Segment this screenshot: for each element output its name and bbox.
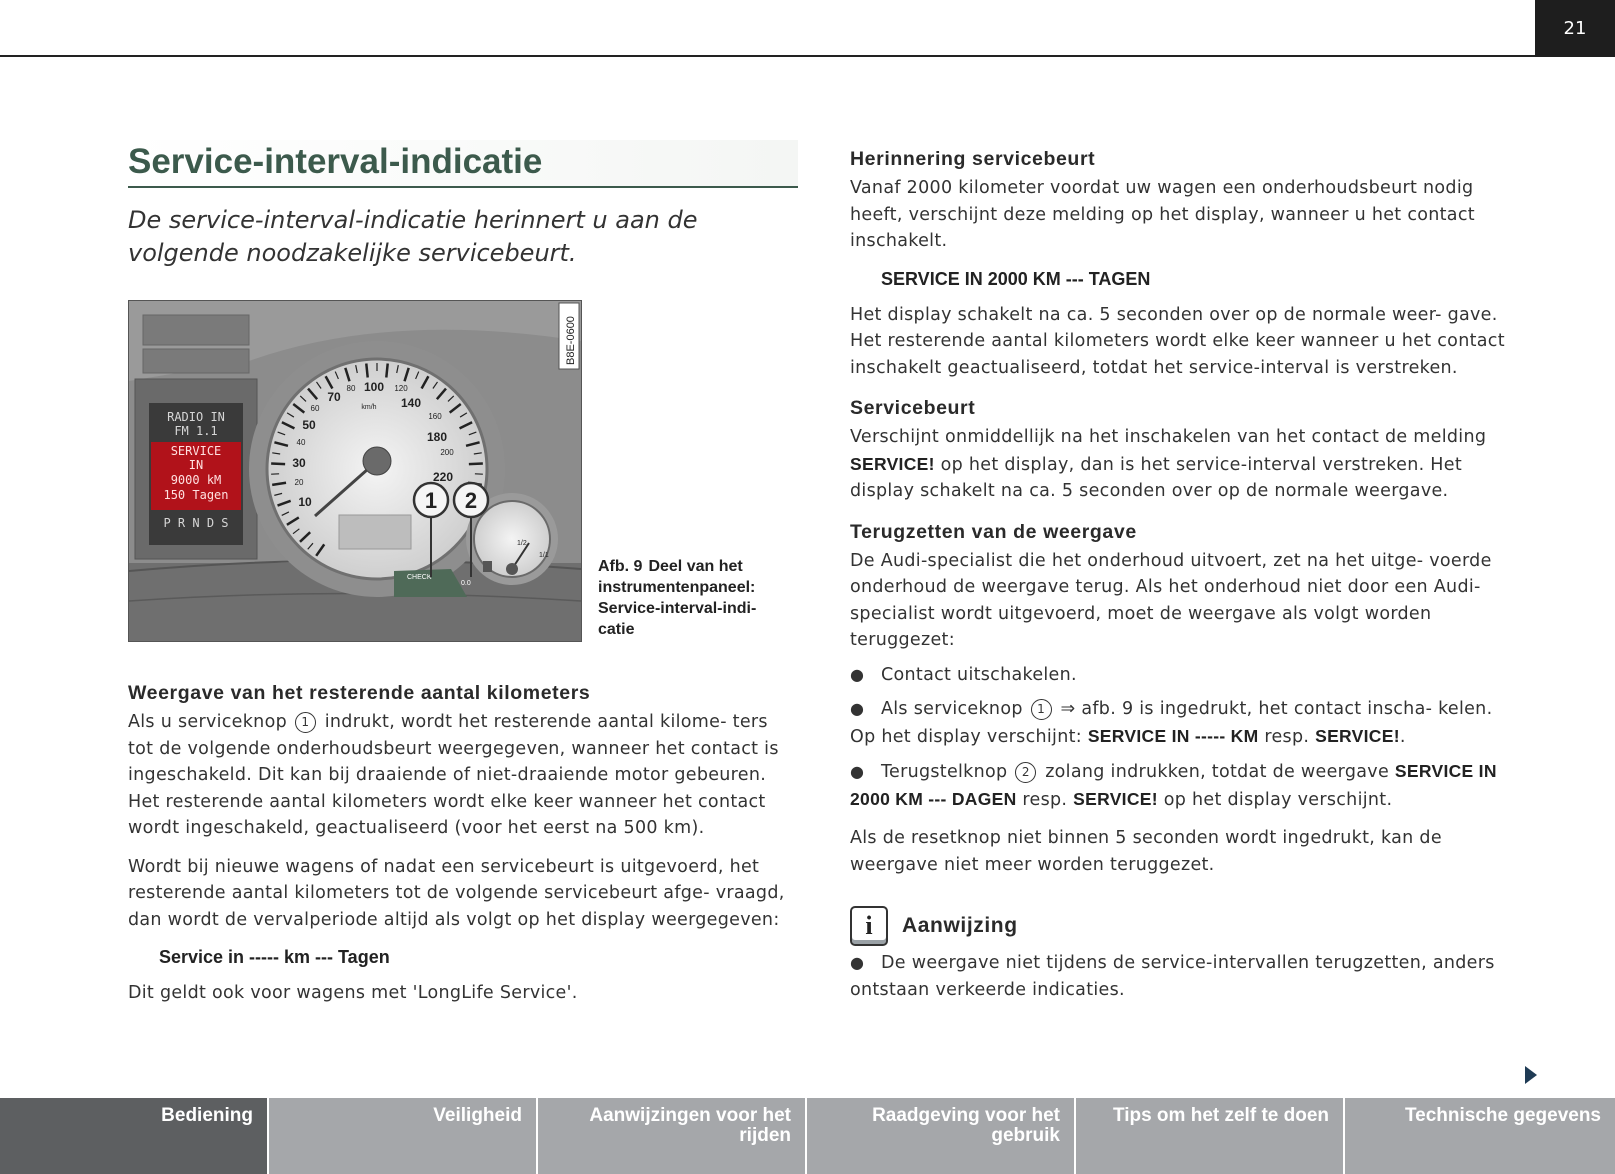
note-heading: Aanwijzing [902, 914, 1018, 937]
tab-label: Bediening [161, 1105, 253, 1126]
reset-label: 0.0 [461, 580, 471, 587]
check-label: CHECK [407, 574, 432, 581]
speedo-label: 140 [400, 396, 422, 410]
fuel-pump-icon [483, 561, 492, 572]
section-heading-service: Servicebeurt [850, 397, 976, 419]
speedo-label: 50 [302, 418, 316, 432]
speedo-hub [363, 447, 391, 475]
paragraph-service [850, 424, 1520, 505]
section-remaining-km [128, 682, 798, 1007]
fuel-hub [506, 563, 518, 575]
speedo-label: 200 [440, 448, 454, 457]
tab-aanwijzingen[interactable] [538, 1098, 807, 1174]
radio-line-2: FM 1.1 [174, 424, 218, 438]
speedo-label: 40 [296, 438, 306, 447]
text-fragment: resp. [1264, 726, 1310, 747]
tab-veiligheid[interactable] [269, 1098, 538, 1174]
info-icon: i [850, 906, 888, 946]
tab-label: Veiligheid [433, 1105, 522, 1126]
tab-label: Raadgeving voor het gebruik [872, 1105, 1060, 1146]
display-keyword: SERVICE! [1073, 788, 1158, 809]
display-example-service-2000: SERVICE IN 2000 KM --- TAGEN [881, 268, 1151, 289]
paragraph-reset-timeout: Als de resetknop niet binnen 5 seconden wordt ingedrukt, kan de weergave niet meer worden teruggezet. [850, 828, 1442, 875]
fuel-full-label: 1/1 [539, 552, 549, 559]
reset-steps-list [850, 662, 1520, 814]
text-fragment: Als serviceknop [881, 699, 1023, 719]
speedo-tick [386, 364, 387, 378]
speedo-label: 70 [327, 390, 341, 404]
display-keyword: SERVICE! [1315, 725, 1400, 746]
text-fragment: op het display, dan is het service-interval verstreken. Het display schakelt na ca. 5 seconden over op de normale weergave. [850, 454, 1462, 501]
instrument-panel-figure [128, 300, 582, 642]
speedo-label: 180 [426, 430, 448, 444]
section-heading-remaining-km: Weergave van het resterende aantal kilometers [128, 682, 591, 704]
page-number [1535, 0, 1615, 57]
next-page-arrow-icon[interactable] [1525, 1066, 1537, 1084]
tab-tips[interactable] [1076, 1098, 1345, 1174]
speedo-label: 100 [363, 380, 385, 394]
gear-indicator: P R N D S [163, 516, 229, 530]
text-fragment: Verschijnt onmiddellijk na het inschakelen van het contact de melding [850, 427, 1487, 447]
display-example-service-in: Service in ----- km --- Tagen [159, 947, 390, 967]
speedo-tick [271, 463, 285, 464]
text-fragment: zolang indrukken, totdat de weergave [1045, 762, 1390, 782]
list-item: ● De weergave niet tijdens de service-intervallen terugzetten, anders ontstaan verkeerde indicaties. [850, 953, 1495, 1000]
section-heading-reset: Terugzetten van de weergave [850, 520, 1137, 543]
figure-reference-link[interactable]: ⇒ afb. 9 [1060, 699, 1134, 719]
display-keyword: SERVICE IN ----- KM [1087, 725, 1259, 746]
paragraph-reset: De Audi-specialist die het onderhoud uitvoert, zet na het uitge- voerde onderhoud de weergave terug. Als het onderhoud niet door een Audi-specialist wordt uitgevoerd, moet de weergave als volgt worden teruggezet: [850, 550, 1492, 650]
text-fragment: is ingedrukt, het contact inscha- kelen. Op het display verschijnt: [850, 699, 1493, 747]
text-fragment: Als u serviceknop [128, 712, 287, 732]
footer-nav [0, 1098, 1615, 1174]
tab-bediening[interactable] [0, 1098, 269, 1174]
tab-label: Technische gegevens [1404, 1105, 1601, 1126]
radio-line-1: RADIO IN [167, 410, 225, 424]
instrument-panel-illustration [129, 301, 581, 641]
ref-button-2: 2 [1015, 762, 1036, 783]
paragraph-new-cars: Wordt bij nieuwe wagens of nadat een servicebeurt is uitgevoerd, het resterende aantal kilometers tot de volgende servicebeurt afge- vraagd, dan wordt de vervalperiode altijd als volgt op het display weergegeven: [128, 856, 785, 930]
section-heading-reminder: Herinnering servicebeurt [850, 148, 1096, 170]
fuel-half-label: 1/2 [517, 540, 527, 547]
right-column [850, 148, 1520, 1003]
caption-label: Afb. 9 [598, 558, 643, 575]
speedo-lcd [339, 515, 411, 549]
service-keyword: SERVICE! [850, 453, 935, 474]
ref-button-1: 1 [1031, 699, 1052, 720]
callout-1-label: 1 [424, 488, 438, 513]
page-number-text: 21 [1563, 18, 1587, 39]
note-header [850, 906, 1520, 946]
speedo-tick [469, 463, 483, 464]
speedo-label: 10 [298, 495, 312, 509]
text-fragment: resp. [1022, 789, 1068, 810]
ref-button-1: 1 [295, 712, 316, 733]
text-fragment: Contact uitschakelen. [881, 664, 1077, 685]
figure-code: B8E-0600 [565, 316, 577, 365]
service-line-2: IN [188, 458, 204, 472]
callout-2-label: 2 [464, 488, 478, 513]
speedo-label: 60 [310, 404, 320, 413]
figure-caption [598, 556, 788, 640]
speedo-label: 220 [432, 470, 454, 484]
display-keyword: SERVICE IN 2000 KM --- DAGEN [850, 761, 1497, 809]
text-fragment: . [1399, 726, 1406, 747]
left-column [128, 140, 798, 1007]
speedo-label: 80 [346, 384, 356, 393]
list-item: ● Contact uitschakelen. [850, 664, 1077, 685]
header-rule [0, 55, 1535, 57]
tab-label: Aanwijzingen voor het rijden [589, 1105, 791, 1146]
paragraph-display-switch: Het display schakelt na ca. 5 seconden over op de normale weer- gave. Het resterende aantal kilometers wordt elke keer wanneer u het contact inschakelt geactualiseerd, totdat het service-interval is verstreken. [850, 304, 1505, 378]
paragraph-remaining-km [128, 709, 798, 842]
tab-raadgeving[interactable] [807, 1098, 1076, 1174]
tab-technische-gegevens[interactable] [1345, 1098, 1615, 1174]
figure-row [128, 300, 798, 642]
lead-paragraph: De service-interval-indicatie herinnert u aan de volgende noodzakelijke servicebeurt. [128, 206, 698, 267]
caption-text: Deel van het instrumentenpaneel: Service-interval-indi- catie [598, 558, 757, 638]
speedo-label: 20 [294, 478, 304, 487]
speedo-unit: km/h [361, 404, 377, 411]
text-fragment: De weergave niet tijdens de service-intervallen terugzetten, anders ontstaan verkeerde indicaties. [850, 953, 1495, 1000]
paragraph-longlife: Dit geldt ook voor wagens met 'LongLife Service'. [128, 983, 578, 1003]
speedo-label: 160 [428, 412, 442, 421]
note-list [850, 950, 1520, 1003]
tab-label: Tips om het zelf te doen [1112, 1105, 1329, 1126]
page-title: Service-interval-indicatie [128, 140, 798, 188]
text-fragment: indrukt, wordt het resterende aantal kilome- ters tot de volgende onderhoudsbeurt weergegeven, wanneer het contact is ingeschakeld. Dit kan bij draaiende of niet-draaiende motor gebeuren. Het resterende aantal kilometers wordt elke keer wanneer het contact wordt ingeschakeld, geactualiseerd (voor het eerst na 500 km). [128, 712, 779, 838]
speedo-label: 120 [394, 384, 408, 393]
speedo-label: 30 [292, 456, 306, 470]
service-line-1: SERVICE [170, 444, 222, 458]
service-line-3: 9000 kM [170, 473, 222, 487]
service-line-4: 150 Tagen [163, 488, 229, 502]
text-fragment: Terugstelknop [881, 762, 1008, 782]
list-item: ● Als serviceknop 1 ⇒ afb. 9 is ingedrukt, het contact inscha- kelen. Op het display verschijnt: SERVICE IN ----- KM resp. SERVICE!. [850, 699, 1493, 747]
speedo-tick [366, 364, 367, 378]
paragraph-reminder: Vanaf 2000 kilometer voordat uw wagen een onderhoudsbeurt nodig heeft, verschijnt deze melding op het display, wanneer u het contact inschakelt. [850, 178, 1475, 251]
text-fragment: op het display verschijnt. [1163, 789, 1393, 810]
list-item: ● Terugstelknop 2 zolang indrukken, totdat de weergave SERVICE IN 2000 KM --- DAGEN resp. SERVICE! op het display verschijnt. [850, 761, 1497, 810]
